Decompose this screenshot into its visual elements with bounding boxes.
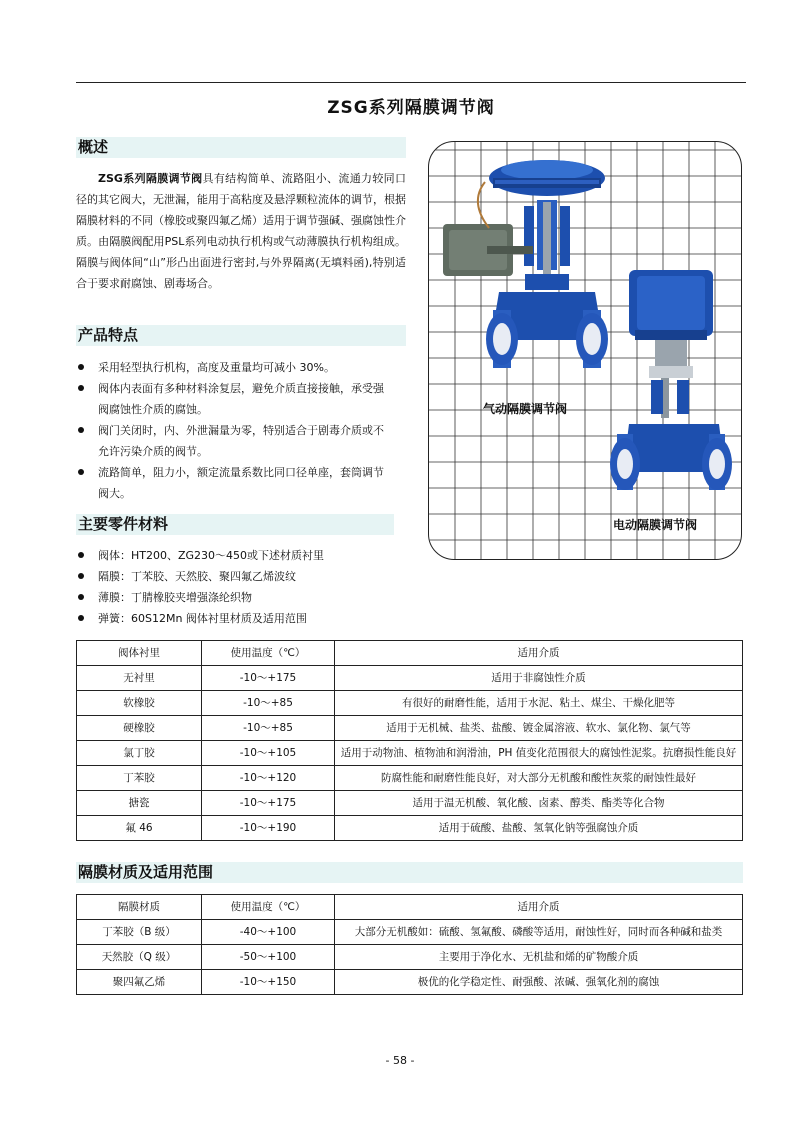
overview-paragraph — [76, 168, 406, 294]
table-header-cell: 隔膜材质 — [77, 895, 202, 920]
table-row — [77, 691, 743, 716]
table-cell: -10～+150 — [202, 970, 335, 995]
table-cell: 有很好的耐磨性能，适用于水泥、粘土、煤尘、干燥化肥等 — [335, 691, 743, 716]
table-cell: 天然胶（Q 级） — [77, 945, 202, 970]
bullet-icon — [78, 427, 84, 433]
table-cell: 极优的化学稳定性、耐强酸、浓碱、强氧化剂的腐蚀 — [335, 970, 743, 995]
section-heading-diaphragm: 隔膜材质及适用范围 — [76, 862, 743, 883]
features-list — [76, 357, 394, 504]
table-cell: 聚四氟乙烯 — [77, 970, 202, 995]
table-cell: 适用于非腐蚀性介质 — [335, 666, 743, 691]
bullet-icon — [78, 552, 84, 558]
overview-text: 具有结构简单、流路阻小、流通力较同口径的其它阀大，无泄漏，能用于高粘度及悬浮颗粒流体的调节，根据隔膜材料的不同（橡胶或聚四氟乙烯）适用于调节强碱、强腐蚀性介质。由隔膜阀配用PSL系列电动执行机构或气动薄膜执行机构组成。隔膜与阀体间“山”形凸出面进行密封,与外界隔离(无填料函),特别适合于要求耐腐蚀、剧毒场合。 — [76, 172, 406, 290]
list-item: 弹簧：60S12Mn 阀体衬里材质及适用范围 — [76, 608, 396, 629]
table-cell: 大部分无机酸如：硫酸、氢氟酸、磷酸等适用，耐蚀性好，同时而各种碱和盐类 — [335, 920, 743, 945]
list-item: 采用轻型执行机构，高度及重量均可减小 30%。 — [76, 357, 394, 378]
bullet-icon — [78, 594, 84, 600]
table-cell: 适用于硫酸、盐酸、氢氧化钠等强腐蚀介质 — [335, 816, 743, 841]
table-cell: -10～+105 — [202, 741, 335, 766]
table-header-cell: 适用介质 — [335, 895, 743, 920]
table-cell: -50～+100 — [202, 945, 335, 970]
section-heading-overview: 概述 — [76, 137, 406, 158]
parts-list — [76, 545, 396, 629]
table-row — [77, 816, 743, 841]
bullet-icon — [78, 364, 84, 370]
table-cell: -10～+190 — [202, 816, 335, 841]
header-rule — [76, 82, 746, 83]
table-cell: -10～+175 — [202, 791, 335, 816]
table-cell: 软橡胶 — [77, 691, 202, 716]
table-row — [77, 791, 743, 816]
table-cell: -40～+100 — [202, 920, 335, 945]
list-item: 薄膜：丁腈橡胶夹增强涤纶织物 — [76, 587, 396, 608]
table-cell: 硬橡胶 — [77, 716, 202, 741]
page-number: - 58 - — [385, 1054, 415, 1067]
diaphragm-table — [76, 894, 743, 995]
table-cell: 主要用于净化水、无机盐和烯的矿物酸介质 — [335, 945, 743, 970]
bullet-icon — [78, 385, 84, 391]
table-cell: 适用于无机械、盐类、盐酸、镀金属溶液、软水、氯化物、氯气等 — [335, 716, 743, 741]
table-row — [77, 920, 743, 945]
table-cell: 防腐性能和耐磨性能良好，对大部分无机酸和酸性灰浆的耐蚀性最好 — [335, 766, 743, 791]
table-row — [77, 766, 743, 791]
pneumatic-valve-illustration — [443, 160, 608, 368]
table-cell: 氯丁胶 — [77, 741, 202, 766]
lining-table — [76, 640, 743, 841]
table-cell: -10～+175 — [202, 666, 335, 691]
product-photo-frame — [428, 141, 742, 560]
table-cell: 氟 46 — [77, 816, 202, 841]
section-heading-parts: 主要零件材料 — [76, 514, 394, 535]
table-row — [77, 945, 743, 970]
electric-valve-illustration — [610, 270, 732, 490]
table-row — [77, 970, 743, 995]
caption-electric: 电动隔膜调节阀 — [613, 518, 698, 532]
caption-pneumatic: 气动隔膜调节阀 — [483, 402, 568, 416]
table-header-row — [77, 895, 743, 920]
table-header-cell: 阀体衬里 — [77, 641, 202, 666]
table-row — [77, 741, 743, 766]
table-cell: 丁苯胶 — [77, 766, 202, 791]
page-title: ZSG系列隔膜调节阀 — [327, 98, 495, 118]
overview-lead: ZSG系列隔膜调节阀 — [98, 172, 203, 185]
list-item: 隔膜：丁苯胶、天然胶、聚四氟乙烯波纹 — [76, 566, 396, 587]
bullet-icon — [78, 469, 84, 475]
table-header-cell: 使用温度（℃） — [202, 895, 335, 920]
table-cell: 无衬里 — [77, 666, 202, 691]
table-cell: -10～+120 — [202, 766, 335, 791]
list-item: 阀体内表面有多种材料涂复层，避免介质直接接触，承受强阀腐蚀性介质的腐蚀。 — [76, 378, 394, 420]
list-item: 阀体：HT200、ZG230～450或下述材质衬里 — [76, 545, 396, 566]
table-header-cell: 使用温度（℃） — [202, 641, 335, 666]
table-cell: 适用于温无机酸、氧化酸、卤素、醇类、酯类等化合物 — [335, 791, 743, 816]
table-cell: 搪瓷 — [77, 791, 202, 816]
section-heading-features: 产品特点 — [76, 325, 406, 346]
table-header-row — [77, 641, 743, 666]
list-item: 阀门关闭时，内、外泄漏量为零，特别适合于剧毒介质或不允许污染介质的阀节。 — [76, 420, 394, 462]
list-item: 流路简单，阻力小，额定流量系数比同口径单座，套筒调节阀大。 — [76, 462, 394, 504]
bullet-icon — [78, 573, 84, 579]
table-row — [77, 666, 743, 691]
table-cell: -10～+85 — [202, 716, 335, 741]
table-cell: -10～+85 — [202, 691, 335, 716]
table-header-cell: 适用介质 — [335, 641, 743, 666]
table-cell: 丁苯胶（B 级） — [77, 920, 202, 945]
bullet-icon — [78, 615, 84, 621]
product-photo — [429, 142, 741, 559]
table-row — [77, 716, 743, 741]
table-cell: 适用于动物油、植物油和润滑油，PH 值变化范围很大的腐蚀性泥浆。抗磨损性能良好 — [335, 741, 743, 766]
